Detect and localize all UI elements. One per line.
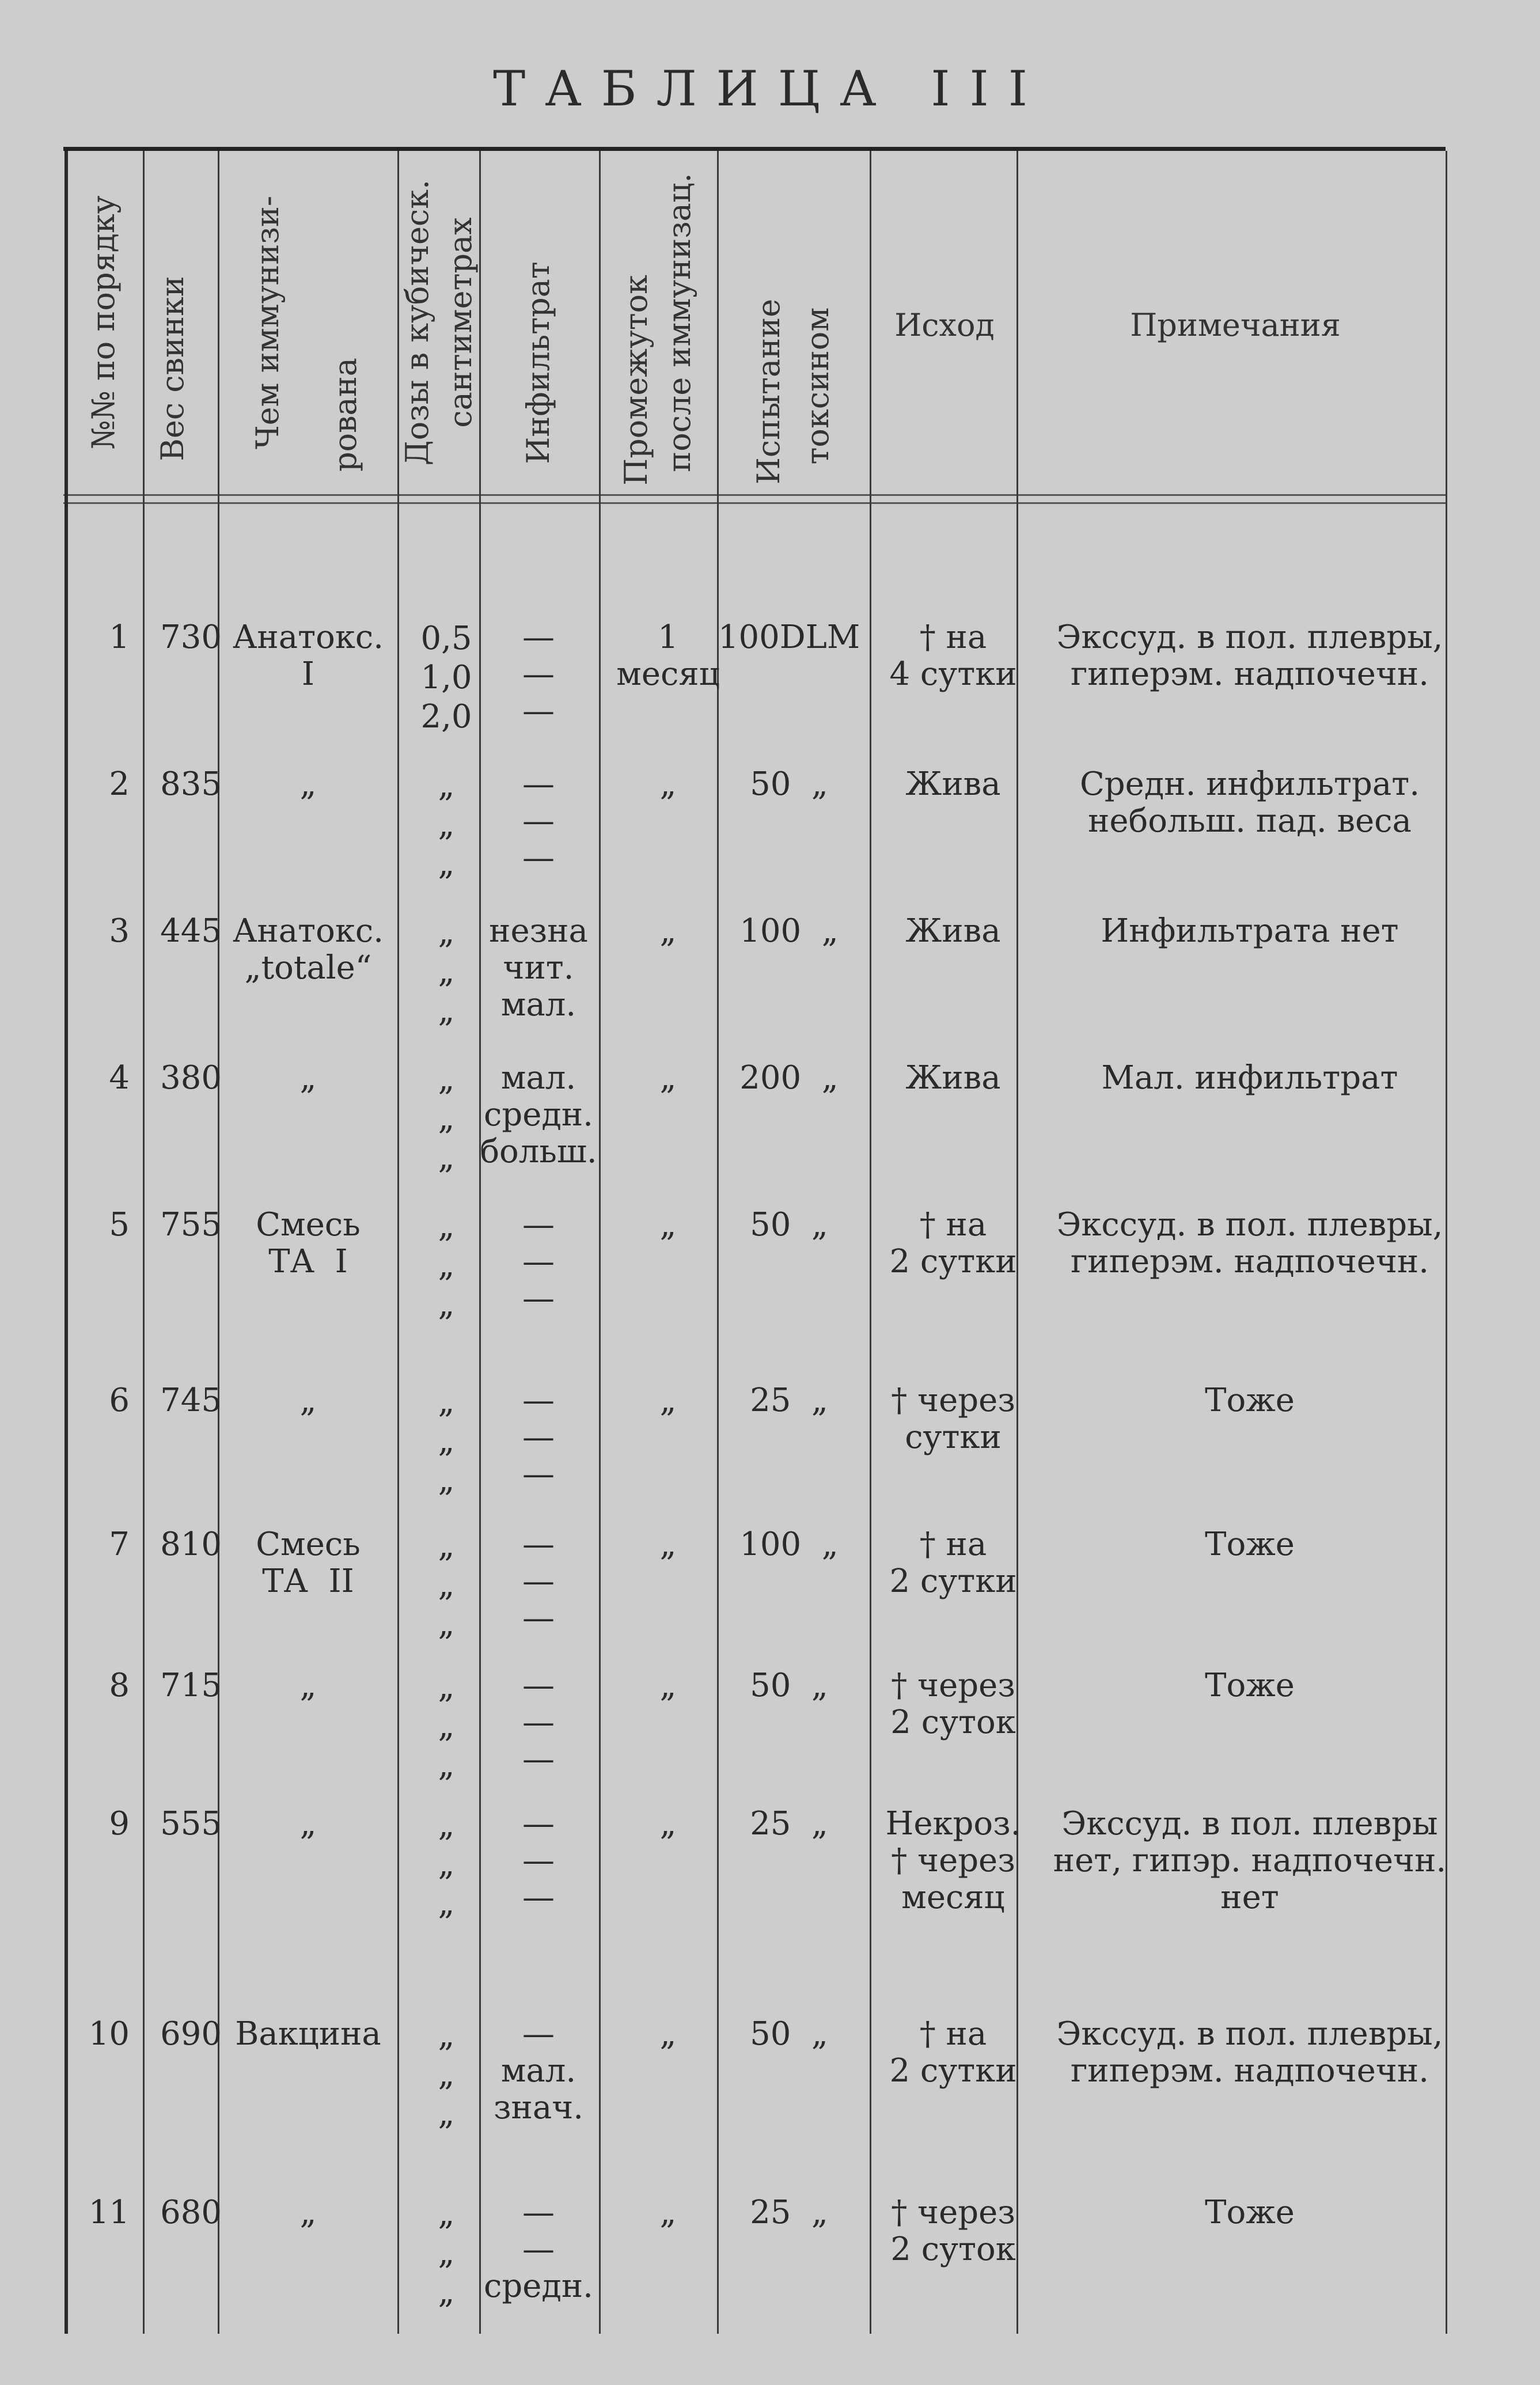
header-test-2: токсином: [799, 307, 836, 465]
cell-interval: 1 месяц: [616, 619, 720, 693]
cell-outcome: Некроз. † через месяц: [885, 1805, 1021, 1916]
cell-weight: 835: [160, 765, 222, 803]
cell-outcome: Жива: [905, 912, 1001, 950]
cell-infiltrate: мал. средн. больш.: [480, 1059, 597, 1170]
cell-no: 9: [109, 1805, 130, 1842]
column-line: [870, 151, 871, 2334]
header-doses-1: Дозы в кубическ.: [399, 179, 435, 466]
cell-test: 50 „: [750, 2015, 828, 2053]
cell-outcome: † на 2 сутки: [889, 1526, 1017, 1600]
cell-agent: Смесь ТА II: [256, 1526, 361, 1600]
cell-weight: 745: [160, 1382, 222, 1419]
cell-no: 2: [109, 765, 130, 803]
cell-agent: „: [299, 2194, 317, 2231]
cell-doses: „ „ „: [438, 1383, 455, 1499]
cell-doses: „ „ „: [438, 913, 455, 1029]
cell-weight: 445: [160, 912, 222, 950]
header-interval-1: Промежуток: [618, 275, 654, 486]
column-line: [599, 151, 601, 2334]
cell-doses: 0,5 1,0 2,0: [420, 620, 472, 735]
cell-agent: Анатокс. I: [233, 619, 384, 693]
cell-interval: „: [659, 2015, 677, 2053]
cell-test: 25 „: [750, 1805, 828, 1842]
cell-outcome: † на 2 сутки: [889, 2015, 1017, 2090]
cell-infiltrate: — — —: [522, 1805, 555, 1916]
cell-notes: Тоже: [1205, 1667, 1295, 1704]
cell-doses: „ „ „: [438, 1806, 455, 1922]
cell-test: 50 „: [750, 1667, 828, 1704]
table-title: ТАБЛИЦА III: [493, 60, 1047, 117]
cell-no: 8: [109, 1667, 130, 1704]
cell-agent: Смесь ТА I: [256, 1206, 361, 1280]
cell-interval: „: [659, 765, 677, 803]
cell-infiltrate: — — —: [522, 1526, 555, 1637]
cell-weight: 755: [160, 1206, 222, 1243]
cell-notes: Экссуд. в пол. плевры, гиперэм. надпочечн.: [1056, 1206, 1443, 1280]
cell-no: 10: [88, 2015, 130, 2053]
cell-agent: „: [299, 1805, 317, 1842]
cell-infiltrate: — — —: [522, 1206, 555, 1317]
cell-test: 100 „: [739, 912, 839, 950]
header-immunized-2: рована: [327, 358, 363, 472]
cell-outcome: Жива: [905, 1059, 1001, 1097]
cell-agent: „: [299, 1667, 317, 1704]
cell-weight: 555: [160, 1805, 222, 1842]
cell-interval: „: [659, 1382, 677, 1419]
cell-doses: „ „ „: [438, 1527, 455, 1643]
cell-agent: „: [299, 1382, 317, 1419]
cell-doses: „ „ „: [438, 1668, 455, 1784]
cell-weight: 380: [160, 1059, 222, 1097]
column-line: [65, 151, 68, 2334]
cell-notes: Экссуд. в пол. плевры, гиперэм. надпочечн.: [1056, 2015, 1443, 2090]
cell-doses: „ „ „: [438, 2016, 455, 2132]
cell-interval: „: [659, 1526, 677, 1563]
cell-interval: „: [659, 1805, 677, 1842]
cell-test: 50 „: [750, 765, 828, 803]
cell-notes: Экссуд. в пол. плевры нет, гипэр. надпочечн. нет: [1053, 1805, 1447, 1916]
cell-test: 200 „: [739, 1059, 839, 1097]
cell-interval: „: [659, 1667, 677, 1704]
cell-weight: 680: [160, 2194, 222, 2231]
cell-doses: „ „ „: [438, 767, 455, 882]
cell-notes: Средн. инфильтрат. небольш. пад. веса: [1079, 765, 1420, 840]
header-outcome: Исход: [894, 307, 995, 343]
cell-test: 100DLM: [718, 619, 860, 656]
column-line: [143, 151, 145, 2334]
cell-test: 25 „: [750, 2194, 828, 2231]
header-no: №№ по порядку: [85, 195, 122, 450]
header-rule-1: [63, 494, 1446, 496]
cell-interval: „: [659, 912, 677, 950]
cell-weight: 715: [160, 1667, 222, 1704]
cell-weight: 810: [160, 1526, 222, 1563]
header-rule-2: [63, 502, 1446, 504]
cell-doses: „ „ „: [438, 2195, 455, 2311]
top-rule: [63, 147, 1446, 151]
cell-infiltrate: — мал. знач.: [493, 2015, 584, 2126]
cell-infiltrate: — — —: [522, 765, 555, 877]
header-immunized-1: Чем иммунизи-: [249, 195, 286, 450]
header-test-1: Испытание: [750, 298, 787, 485]
cell-outcome: Жива: [905, 765, 1001, 803]
column-line: [717, 151, 719, 2334]
cell-outcome: † на 4 сутки: [889, 619, 1017, 693]
header-doses-2: сантиметрах: [442, 217, 479, 428]
header-notes: Примечания: [1130, 307, 1341, 343]
cell-outcome: † через сутки: [891, 1382, 1015, 1456]
cell-agent: Анатокс. „totale“: [233, 912, 384, 987]
cell-infiltrate: — — —: [522, 619, 555, 730]
cell-no: 4: [109, 1059, 130, 1097]
cell-no: 3: [109, 912, 130, 950]
header-interval-2: после иммунизац.: [661, 173, 697, 472]
cell-interval: „: [659, 1206, 677, 1243]
cell-doses: „ „ „: [438, 1207, 455, 1323]
cell-notes: Экссуд. в пол. плевры, гиперэм. надпочечн.: [1056, 619, 1443, 693]
header-infiltrate: Инфильтрат: [520, 261, 556, 464]
cell-test: 25 „: [750, 1382, 828, 1419]
column-line: [479, 151, 481, 2334]
cell-outcome: † через 2 суток: [890, 2194, 1016, 2268]
cell-notes: Инфильтрата нет: [1101, 912, 1399, 950]
cell-no: 11: [88, 2194, 130, 2231]
cell-weight: 730: [160, 619, 222, 656]
cell-no: 5: [109, 1206, 130, 1243]
cell-weight: 690: [160, 2015, 222, 2053]
cell-infiltrate: незна чит. мал.: [489, 912, 588, 1023]
column-line: [397, 151, 399, 2334]
cell-no: 6: [109, 1382, 130, 1419]
cell-infiltrate: — — средн.: [484, 2194, 593, 2305]
cell-agent: Вакцина: [235, 2015, 381, 2053]
cell-notes: Мал. инфильтрат: [1101, 1059, 1398, 1097]
cell-doses: „ „ „: [438, 1060, 455, 1176]
cell-agent: „: [299, 765, 317, 803]
header-weight: Вес свинки: [154, 276, 191, 461]
cell-interval: „: [659, 1059, 677, 1097]
cell-no: 7: [109, 1526, 130, 1563]
column-line: [1446, 151, 1447, 2334]
cell-no: 1: [109, 619, 130, 656]
cell-interval: „: [659, 2194, 677, 2231]
cell-test: 100 „: [739, 1526, 839, 1563]
cell-infiltrate: — — —: [522, 1382, 555, 1493]
cell-notes: Тоже: [1205, 1382, 1295, 1419]
cell-notes: Тоже: [1205, 2194, 1295, 2231]
cell-notes: Тоже: [1205, 1526, 1295, 1563]
cell-outcome: † через 2 суток: [890, 1667, 1016, 1741]
cell-infiltrate: — — —: [522, 1667, 555, 1778]
cell-test: 50 „: [750, 1206, 828, 1243]
cell-outcome: † на 2 сутки: [889, 1206, 1017, 1280]
cell-agent: „: [299, 1059, 317, 1097]
